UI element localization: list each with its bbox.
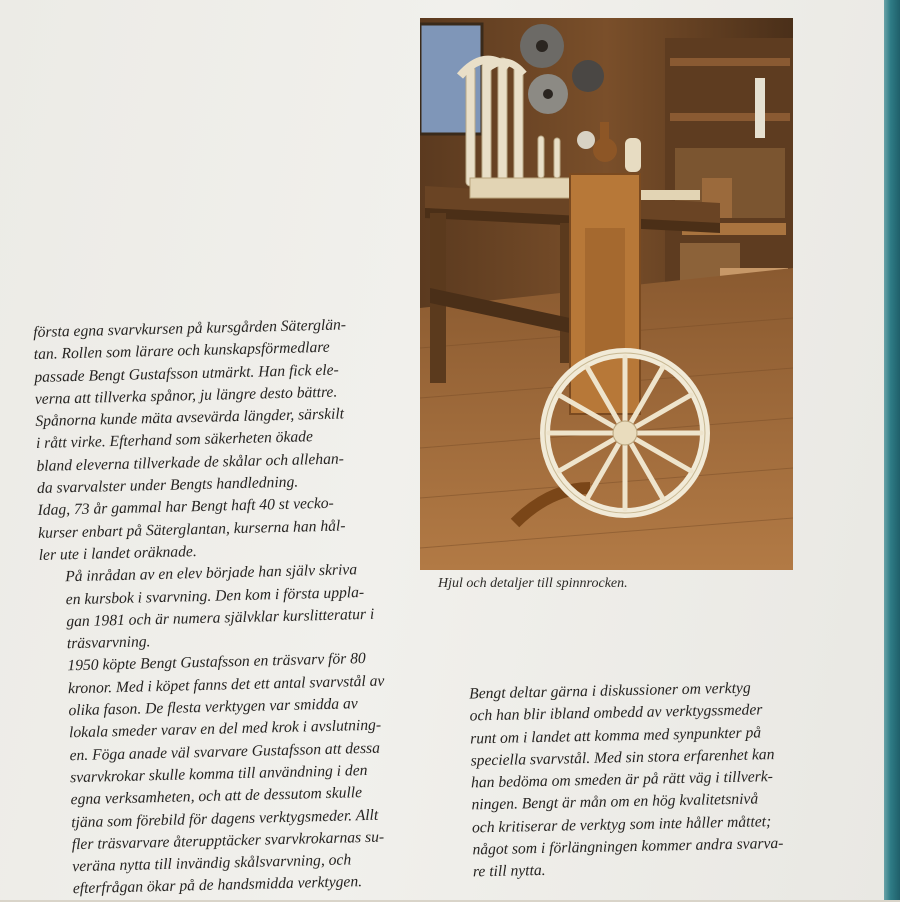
- text-line: ningen. Bengt är mån om en hög kvalitetsnivå: [471, 790, 759, 814]
- text-line: ler ute i landet oräknade.: [38, 543, 197, 564]
- photo-caption: Hjul och detaljer till spinnrocken.: [438, 576, 628, 591]
- book-cover-edge: [884, 0, 900, 900]
- spinning-wheel-illustration: [420, 18, 793, 570]
- text-line: första egna svarvkursen på kursgården Säterglän-: [33, 316, 347, 341]
- text-line: På inrådan av en elev började han själv skriva: [65, 561, 358, 586]
- left-text-column: [33, 313, 407, 901]
- text-line: träsvarvning.: [66, 633, 151, 653]
- text-line: passade Bengt Gustafsson utmärkt. Han fick ele-: [34, 361, 339, 386]
- text-line: 1950 köpte Bengt Gustafsson en träsvarv för 80: [67, 650, 366, 675]
- text-line: egna verksamheten, och att de dessutom skulle: [70, 784, 363, 809]
- text-line: kurser enbart på Säterglantan, kurserna han hål-: [37, 517, 346, 542]
- text-line: gan 1981 och är numera självklar kurslitteratur i: [66, 605, 375, 631]
- text-line: tjäna som förebild för dagens verktygsmeder. Allt: [71, 806, 379, 831]
- text-line: tan. Rollen som lärare och kunskapsförmedlare: [33, 339, 330, 364]
- text-line: svarvkrokar skulle komma till användning i den: [69, 761, 368, 787]
- text-line: Bengt deltar gärna i diskussioner om verktyg: [469, 679, 751, 703]
- text-line: speciella svarvstål. Med sin stora erfarenhet kan: [470, 745, 775, 770]
- paragraph: [37, 492, 399, 568]
- text-line: verna att tillverka spånor, ju längre desto bättre.: [34, 383, 338, 408]
- paragraph: [33, 313, 397, 500]
- workshop-photo: [420, 18, 793, 570]
- text-line: olika fason. De flesta verktygen var smidda av: [68, 695, 358, 720]
- text-line: da svarvalster under Bengts handledning.: [36, 473, 299, 498]
- text-line: efterfrågan ökar på de handsmidda verktygen.: [72, 873, 363, 898]
- text-line: en. Föga anade väl svarvare Gustafsson att dessa: [69, 739, 381, 764]
- text-line: något som i förlängningen kommer andra svarva-: [472, 834, 784, 859]
- text-line: Idag, 73 år gammal har Bengt haft 40 st vecko-: [37, 495, 334, 520]
- text-line: en kursbok i svarvning. Den kom i första uppla-: [65, 583, 365, 608]
- text-line: lokala smeder varav en del med krok i avslutning-: [68, 716, 382, 742]
- text-line: i rått virke. Efterhand som säkerheten ökade: [35, 428, 314, 453]
- text-line: runt om i landet att komma med synpunkter på: [469, 723, 762, 748]
- paragraph: [39, 558, 401, 656]
- text-line: kronor. Med i köpet fanns det ett antal svarvstål av: [67, 672, 385, 698]
- text-line: och kritiserar de verktyg som inte håller måttet;: [471, 812, 772, 837]
- paragraph: [41, 648, 407, 902]
- text-line: re till nytta.: [472, 862, 546, 881]
- text-line: och han blir ibland ombedd av verktygssmeder: [469, 701, 763, 725]
- text-line: han bedöma om smeden är på rätt väg i tillverk-: [470, 768, 774, 792]
- right-text-column: [443, 676, 807, 884]
- text-line: fler träsvarvare återupptäcker svarvkrokarnas su-: [71, 828, 385, 854]
- text-line: Spånorna kunde mäta avsevärda längder, särskilt: [35, 405, 345, 431]
- text-line: veräna nytta till invändig skålsvarvning, och: [72, 851, 352, 876]
- paragraph: [443, 676, 807, 884]
- text-line: bland eleverna tillverkade de skålar och allehan-: [36, 450, 345, 475]
